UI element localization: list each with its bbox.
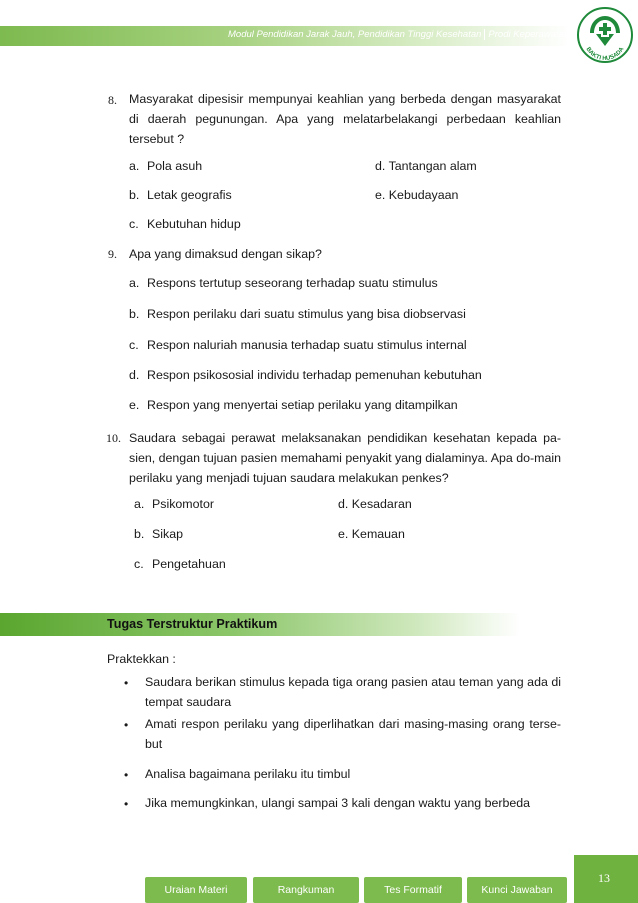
bullet-marker: • [124, 676, 129, 690]
question-9-option-c: c. Respon naluriah manusia terhadap suatu stimulus internal [129, 338, 467, 352]
question-10-option-d: d. Kesadaran [338, 497, 412, 511]
running-header [228, 29, 569, 40]
nav-uraian-materi-button[interactable]: Uraian Materi [145, 877, 247, 903]
question-9-option-e: e. Respon yang menyertai setiap perilaku yang ditampilkan [129, 398, 458, 412]
header-title-left: Modul Pendidikan Jarak Jauh, Pendidikan Tinggi Kesehatan [228, 29, 482, 41]
logo-lettering: BAKTI HUSADA [584, 46, 626, 63]
list-item: Saudara berikan stimulus kepada tiga orang pasien atau teman yang ada di tempat saudara [145, 675, 561, 709]
nav-rangkuman-button[interactable]: Rangkuman [253, 877, 359, 903]
section-title: Tugas Terstruktur Praktikum [107, 617, 278, 631]
bullet-marker: • [124, 718, 129, 732]
question-10-option-e: e. Kemauan [338, 527, 405, 541]
section-intro: Praktekkan : [107, 652, 176, 666]
bullet-marker: • [124, 797, 129, 811]
question-9-text: Apa yang dimaksud dengan sikap? [129, 247, 322, 261]
question-9-option-a: a. Respons tertutup seseorang terhadap suatu stimulus [129, 276, 438, 290]
question-8-option-a: a. Pola asuh [129, 159, 203, 173]
question-10-text: Saudara sebagai perawat melaksanakan pendidikan kesehatan kepada pa-sien, dengan tujuan pasien memahami penyakit yang dialaminya. Apa do-main perilaku yang menjadi tujuan saudara melakukan penkes? [129, 431, 561, 485]
question-8-option-d: d. Tantangan alam [375, 159, 477, 173]
question-8-number: 8. [108, 93, 117, 107]
question-10-option-a: a. Psikomotor [134, 497, 214, 511]
question-10-option-b: b. Sikap [134, 527, 183, 541]
question-8-option-b: b. Letak geografis [129, 188, 232, 202]
question-10-option-c: c. Pengetahuan [134, 557, 226, 571]
nav-tes-formatif-button[interactable]: Tes Formatif [364, 877, 462, 903]
bakti-husada-logo [576, 6, 634, 68]
list-item: Amati respon perilaku yang diperlihatkan dari masing-masing orang terse-but [145, 717, 561, 751]
bullet-marker: • [124, 768, 129, 782]
page-number: 13 [598, 871, 610, 885]
question-9-number: 9. [108, 247, 117, 261]
question-10-number: 10. [106, 431, 121, 445]
list-item: Analisa bagaimana perilaku itu timbul [145, 767, 351, 781]
question-8-option-e: e. Kebudayaan [375, 188, 459, 202]
question-8-text: Masyarakat dipesisir mempunyai keahlian yang berbeda dengan masyarakat di daerah pegunungan. Apa yang melatarbelakangi perbedaan keahlian tersebut ? [129, 92, 561, 146]
question-9-option-b: b. Respon perilaku dari suatu stimulus yang bisa diobservasi [129, 307, 466, 321]
header-separator [484, 29, 485, 40]
question-8-option-c: c. Kebutuhan hidup [129, 217, 241, 231]
header-title-right: Prodi Keperawatan [488, 29, 570, 41]
question-9-option-d: d. Respon psikososial individu terhadap pemenuhan kebutuhan [129, 368, 482, 382]
list-item: Jika memungkinkan, ulangi sampai 3 kali dengan waktu yang berbeda [145, 796, 531, 810]
nav-kunci-jawaban-button[interactable]: Kunci Jawaban [467, 877, 567, 903]
